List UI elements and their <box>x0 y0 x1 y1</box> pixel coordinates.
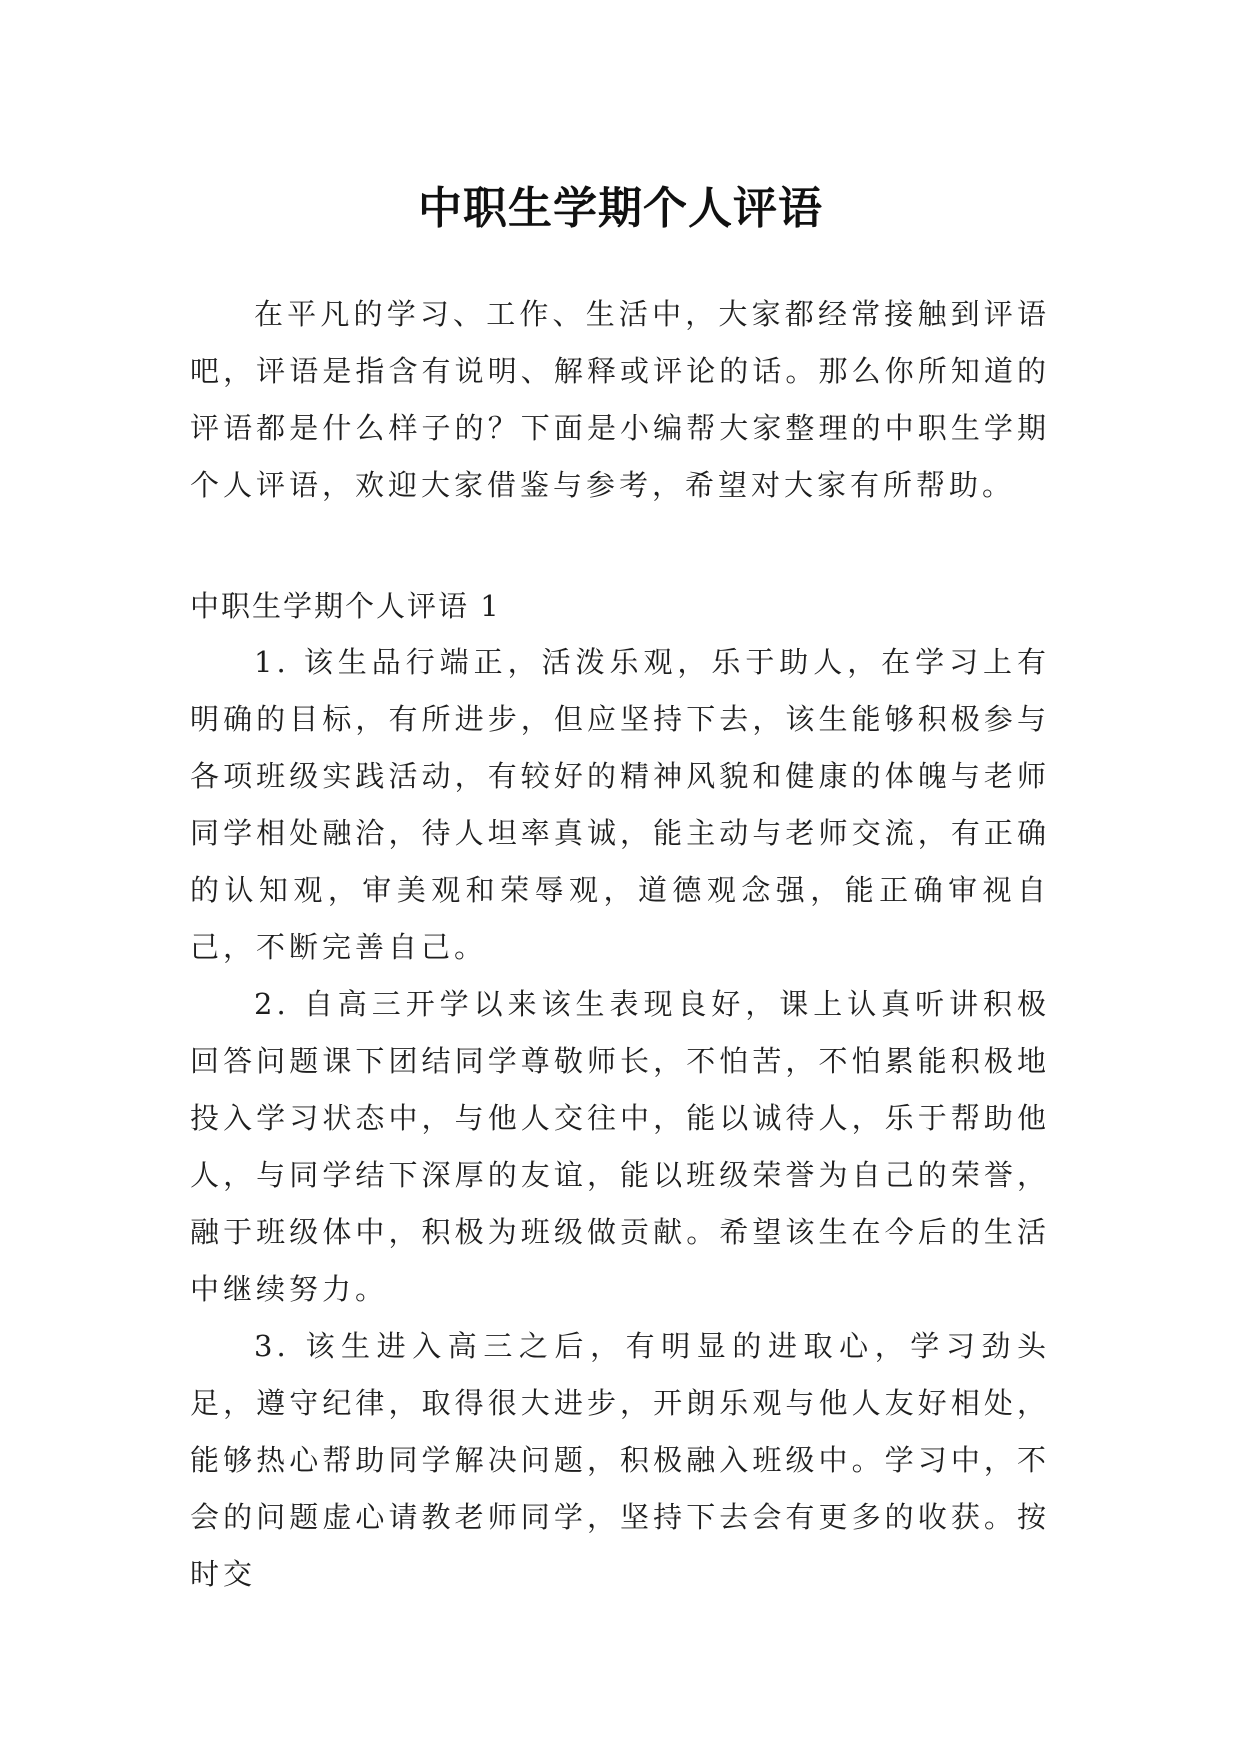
comment-item-2: 2. 自高三开学以来该生表现良好，课上认真听讲积极回答问题课下团结同学尊敬师长，不怕苦，不怕累能积极地投入学习状态中，与他人交往中，能以诚待人，乐于帮助他人，与同学结下深厚的友谊，能以班级荣誉为自己的荣誉，融于班级体中，积极为班级做贡献。希望该生在今后的生活中继续努力。 <box>190 987 1050 1306</box>
comment-item-1: 1. 该生品行端正，活泼乐观，乐于助人，在学习上有明确的目标，有所进步，但应坚持下去，该生能够积极参与各项班级实践活动，有较好的精神风貌和健康的体魄与老师同学相处融洽，待人坦率真诚，能主动与老师交流，有正确的认知观，审美观和荣辱观，道德观念强，能正确审视自己，不断完善自己。 <box>190 645 1050 964</box>
intro-paragraph: 在平凡的学习、工作、生活中，大家都经常接触到评语吧，评语是指含有说明、解释或评论的话。那么你所知道的评语都是什么样子的？下面是小编帮大家整理的中职生学期个人评语，欢迎大家借鉴与参考，希望对大家有所帮助。 <box>190 297 1050 502</box>
comment-item-3: 3. 该生进入高三之后，有明显的进取心，学习劲头足，遵守纪律，取得很大进步，开朗乐观与他人友好相处，能够热心帮助同学解决问题，积极融入班级中。学习中，不会的问题虚心请教老师同学，坚持下去会有更多的收获。按时交 <box>190 1329 1050 1591</box>
page-title: 中职生学期个人评语 <box>418 183 823 235</box>
section-heading: 中职生学期个人评语 1 <box>190 589 501 623</box>
